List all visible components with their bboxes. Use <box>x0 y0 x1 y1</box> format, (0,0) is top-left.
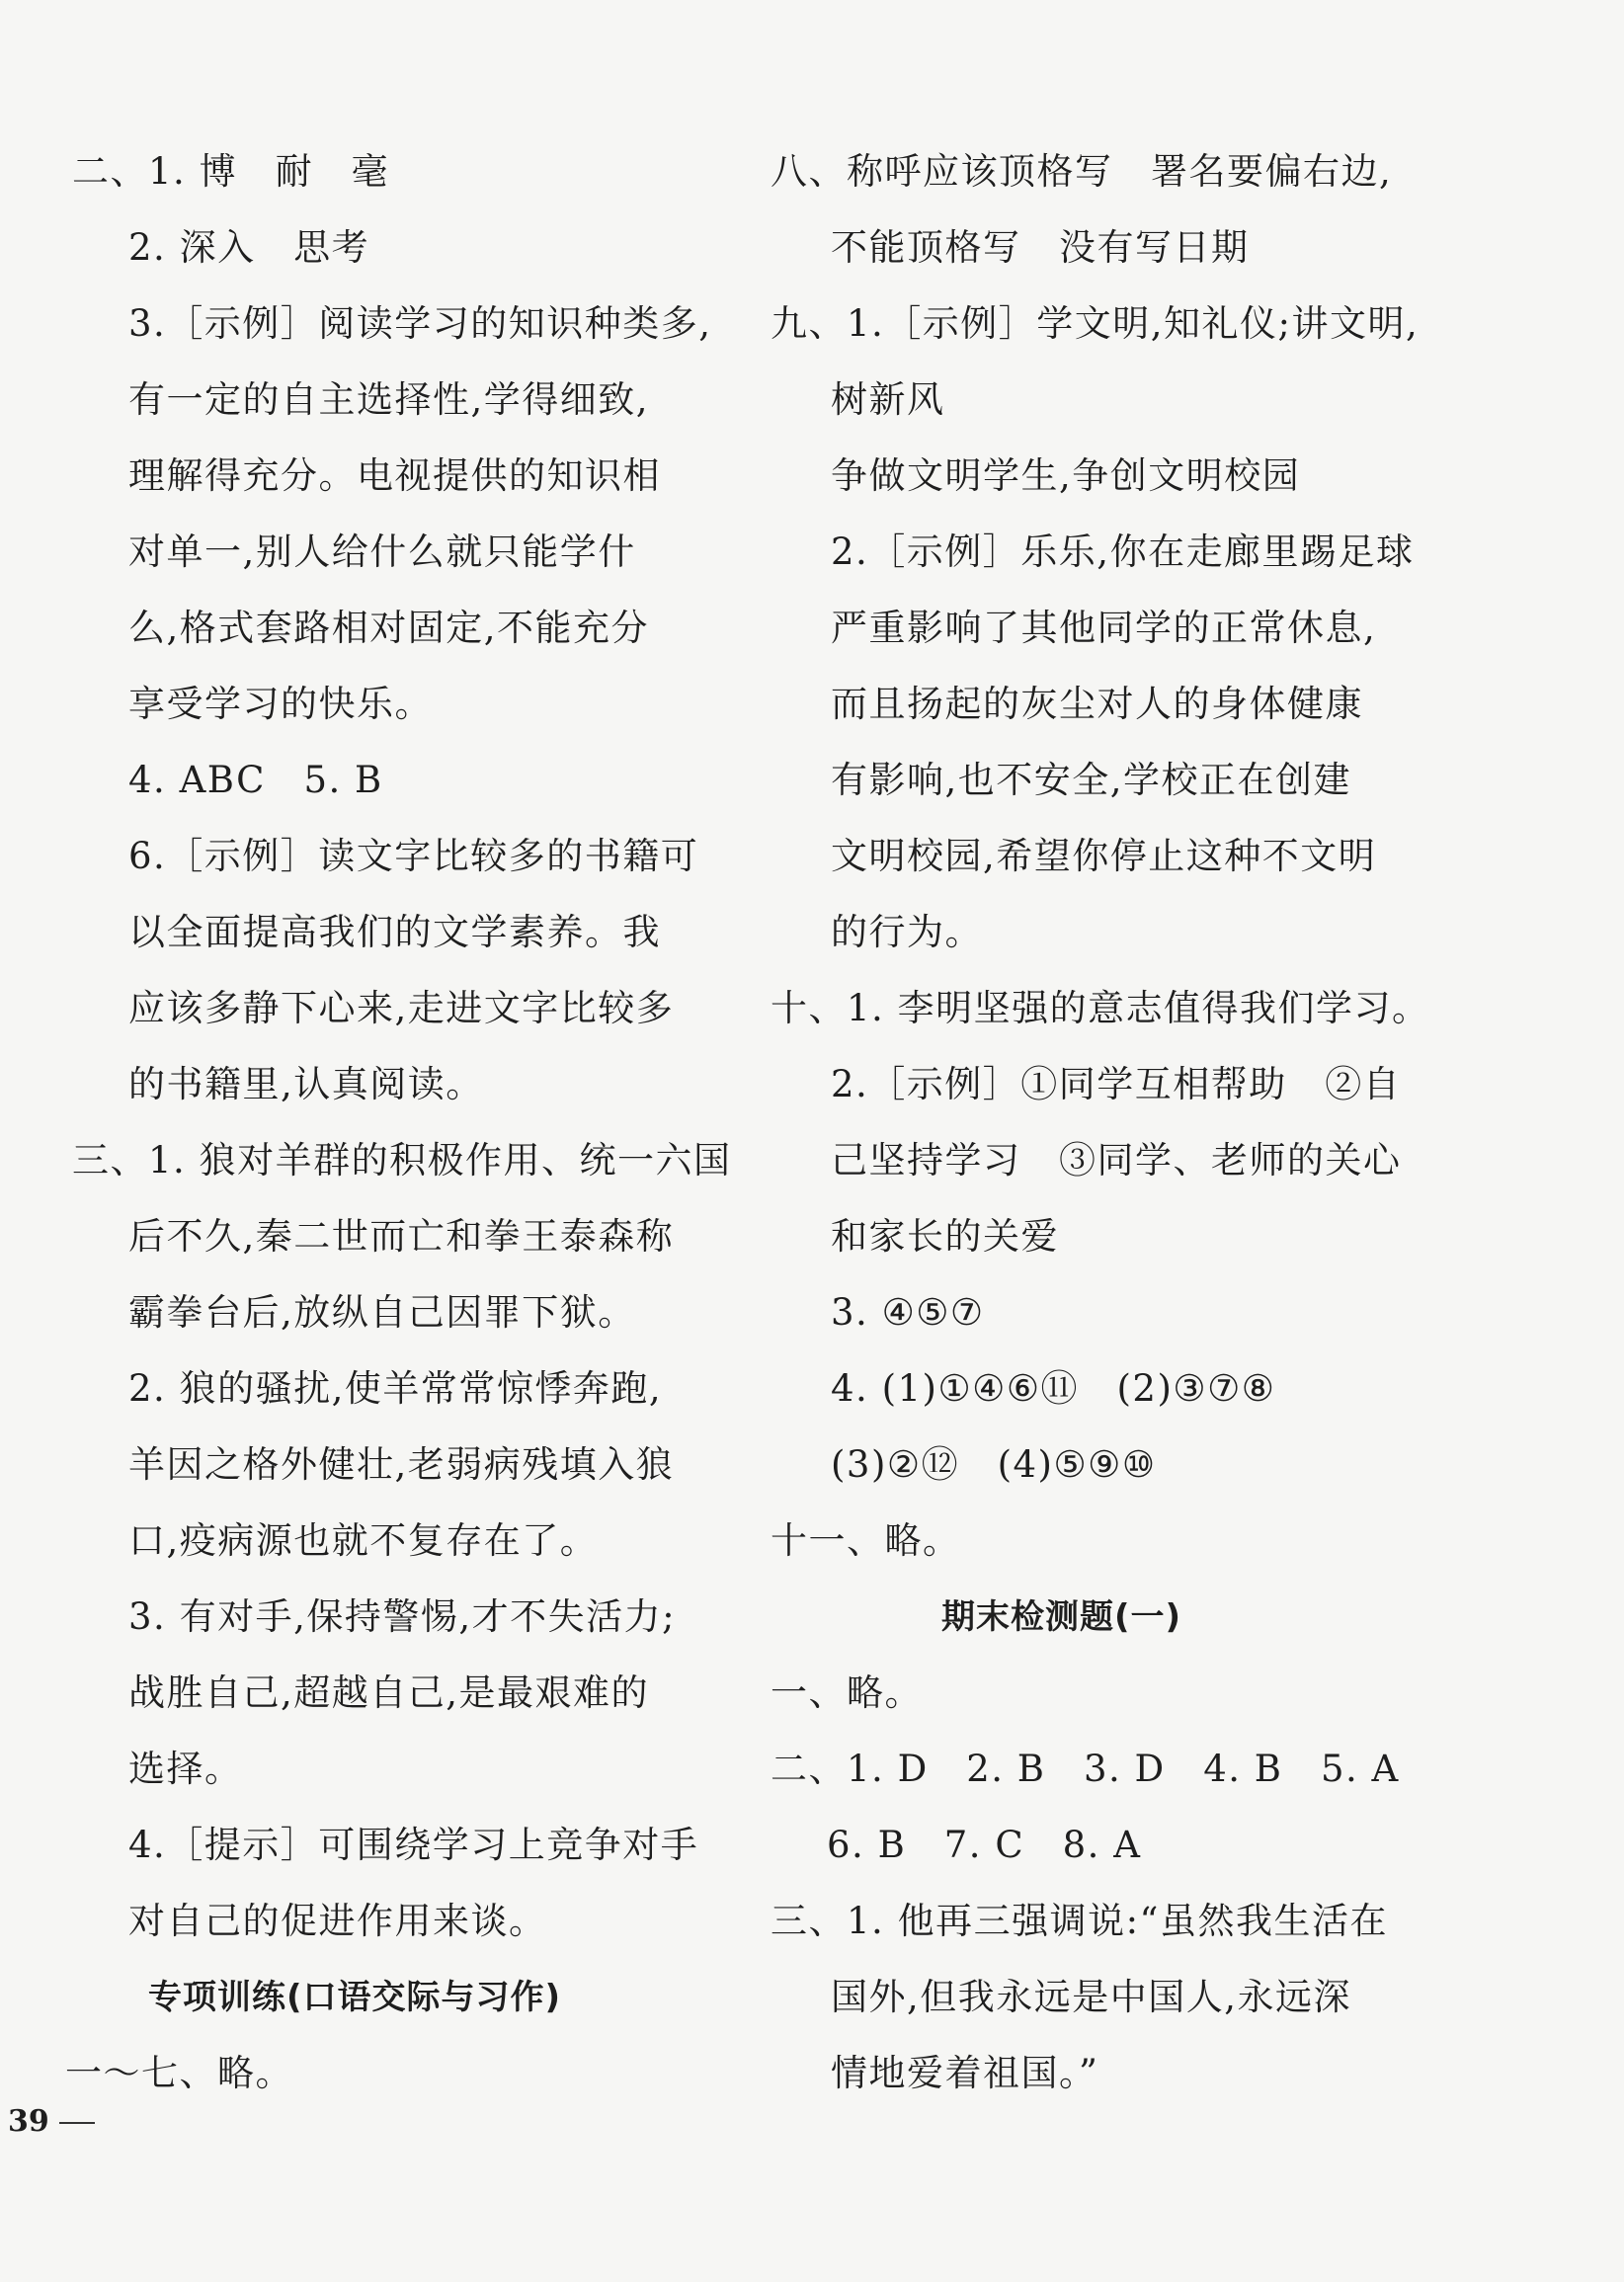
text-line: 文明校园,希望你停止这种不文明 <box>831 835 1377 877</box>
text-line: 羊因之格外健壮,老弱病残填入狼 <box>128 1443 675 1486</box>
text-line: 的行为。 <box>831 911 983 953</box>
text-line: 6.［示例］读文字比较多的书籍可 <box>128 835 699 877</box>
page-number: 39 <box>8 2104 49 2139</box>
text-line: 三、1. 他再三强调说:“虽然我生活在 <box>771 1900 1388 1942</box>
text-line: 十一、略。 <box>771 1519 961 1562</box>
text-line: 树新风 <box>831 378 945 421</box>
text-line: 4. (1)①④⑥⑪ (2)③⑦⑧ <box>831 1367 1276 1410</box>
text-line: 的书籍里,认真阅读。 <box>128 1063 484 1105</box>
text-line: 一～七、略。 <box>65 2052 293 2094</box>
text-line: 3.［示例］阅读学习的知识种类多, <box>128 302 712 345</box>
page-number-dash <box>59 2122 95 2124</box>
text-line: 对单一,别人给什么就只能学什 <box>128 530 636 573</box>
text-line: 和家长的关爱 <box>831 1215 1059 1258</box>
text-line: 争做文明学生,争创文明校园 <box>831 454 1301 497</box>
text-line: 么,格式套路相对固定,不能充分 <box>128 607 650 649</box>
text-line: 对自己的促进作用来谈。 <box>128 1900 547 1942</box>
text-line: 选择。 <box>128 1748 243 1790</box>
text-line: 己坚持学习 ③同学、老师的关心 <box>831 1139 1402 1182</box>
text-line: 2.［示例］①同学互相帮助 ②自 <box>831 1063 1402 1105</box>
text-line: 情地爱着祖国。” <box>831 2052 1099 2094</box>
text-line: 十、1. 李明坚强的意志值得我们学习。 <box>771 987 1430 1029</box>
text-line: 有一定的自主选择性,学得细致, <box>128 378 650 421</box>
text-line: 6. B 7. C 8. A <box>827 1824 1142 1866</box>
text-line: 口,疫病源也就不复存在了。 <box>128 1519 599 1562</box>
text-line: 国外,但我永远是中国人,永远深 <box>831 1976 1352 2018</box>
text-line: 三、1. 狼对羊群的积极作用、统一六国 <box>72 1139 732 1182</box>
text-line: 严重影响了其他同学的正常休息, <box>831 607 1377 649</box>
text-line: 二、1. 博 耐 毫 <box>72 150 390 193</box>
text-line: 4. ABC 5. B <box>128 759 383 801</box>
text-line: 而且扬起的灰尘对人的身体健康 <box>831 683 1363 725</box>
text-line: 霸拳台后,放纵自己因罪下狱。 <box>128 1291 636 1334</box>
text-line: 一、略。 <box>771 1671 923 1714</box>
text-line: 2. 深入 思考 <box>128 226 370 269</box>
text-line: 3. 有对手,保持警惕,才不失活力; <box>128 1595 677 1638</box>
text-line: 3. ④⑤⑦ <box>831 1291 985 1334</box>
text-line: 战胜自己,超越自己,是最艰难的 <box>128 1671 650 1714</box>
section-heading: 期末检测题(一) <box>941 1597 1182 1637</box>
text-line: 2.［示例］乐乐,你在走廊里踢足球 <box>831 530 1415 573</box>
text-line: 应该多静下心来,走进文字比较多 <box>128 987 675 1029</box>
text-line: 有影响,也不安全,学校正在创建 <box>831 759 1352 801</box>
text-line: 以全面提高我们的文学素养。我 <box>128 911 661 953</box>
text-line: 九、1.［示例］学文明,知礼仪;讲文明, <box>771 302 1420 345</box>
text-line: 后不久,秦二世而亡和拳王泰森称 <box>128 1215 675 1258</box>
text-line: 享受学习的快乐。 <box>128 683 433 725</box>
text-line: 二、1. D 2. B 3. D 4. B 5. A <box>771 1748 1400 1790</box>
text-line: 2. 狼的骚扰,使羊常常惊悸奔跑, <box>128 1367 663 1410</box>
text-line: 不能顶格写 没有写日期 <box>831 226 1250 269</box>
text-line: 理解得充分。电视提供的知识相 <box>128 454 661 497</box>
section-heading: 专项训练(口语交际与习作) <box>148 1978 562 2017</box>
text-line: (3)②⑫ (4)⑤⑨⑩ <box>831 1443 1157 1486</box>
text-line: 八、称呼应该顶格写 署名要偏右边, <box>771 150 1393 193</box>
text-line: 4.［提示］可围绕学习上竞争对手 <box>128 1824 699 1866</box>
